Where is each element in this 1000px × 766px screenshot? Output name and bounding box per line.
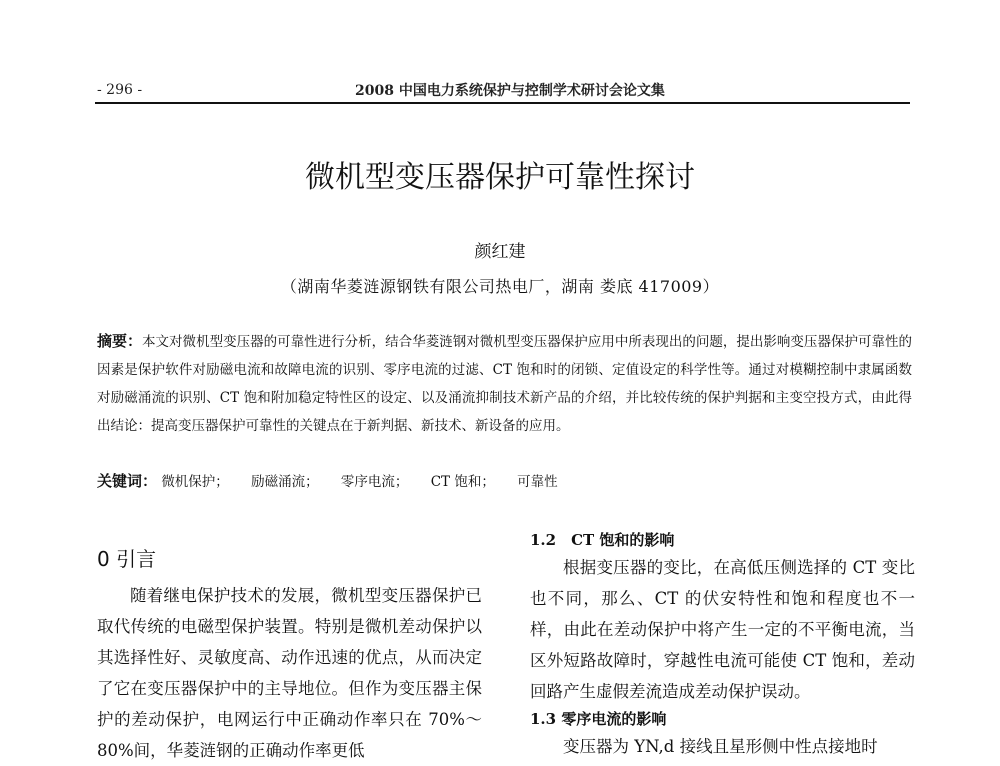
keyword: 微机保护； [161,474,229,490]
author-name: 颜红建 [474,242,526,262]
running-title: 2008 中国电力系统保护与控制学术研讨会论文集 [355,83,665,99]
abstract-block [97,327,912,440]
author-affiliation: （湖南华菱涟源钢铁有限公司热电厂，湖南 娄底 417009） [280,277,720,296]
abstract-text: 本文对微机型变压器的可靠性进行分析，结合华菱涟钢对微机型变压器保护应用中所表现出的问题，提出影响变压器保护可靠性的因素是保护软件对励磁电流和故障电流的识别、零序电流的过滤、CT 饱和时的闭锁、定值设定的科学性等。通过对模糊控制中隶属函数对励磁涌流的识别、CT 饱和附加稳定特性区的设定、以及涌流抑制技术新产品的介绍，并比较传统的保护判据和主变空投方式，由此得出结论：提高变压器保护可靠性的关键点在于新判据、新技术、新设备的应用。 [97,334,912,434]
keyword: CT 饱和； [430,474,495,490]
keyword: 励磁涌流； [251,474,319,490]
keywords-label: 关键词： [97,472,158,490]
section-1-3-paragraph: 变压器为 YN,d 接线且星形侧中性点接地时 [563,737,878,756]
left-column [97,580,482,766]
section-heading-intro: 0 引言 [97,547,157,571]
intro-paragraph: 随着继电保护技术的发展，微机型变压器保护已取代传统的电磁型保护装置。特别是微机差动保护以其选择性好、灵敏度高、动作迅速的优点，从而决定了它在变压器保护中的主导地位。但作为变压器主保护的差动保护，电网运行中正确动作率只在 70%～80%间，华菱涟钢的正确动作率更低 [97,586,482,760]
keywords-block [97,470,912,491]
right-column [530,528,915,762]
keyword: 可靠性 [517,474,558,490]
header-rule [95,102,910,104]
section-heading-1-2: 1.2 CT 饱和的影响 [530,531,675,549]
page-number: - 296 - [97,82,143,98]
abstract-label: 摘要： [97,332,143,350]
keyword: 零序电流； [340,474,409,490]
paper-title: 微机型变压器保护可靠性探讨 [305,160,695,195]
section-heading-1-3: 1.3 零序电流的影响 [530,710,667,728]
section-1-2-paragraph: 根据变压器的变比，在高低压侧选择的 CT 变比也不同，那么、CT 的伏安特性和饱和程度也不一样，由此在差动保护中将产生一定的不平衡电流，当区外短路故障时，穿越性电流可能使 CT 饱和，差动回路产生虚假差流造成差动保护误动。 [530,558,915,701]
